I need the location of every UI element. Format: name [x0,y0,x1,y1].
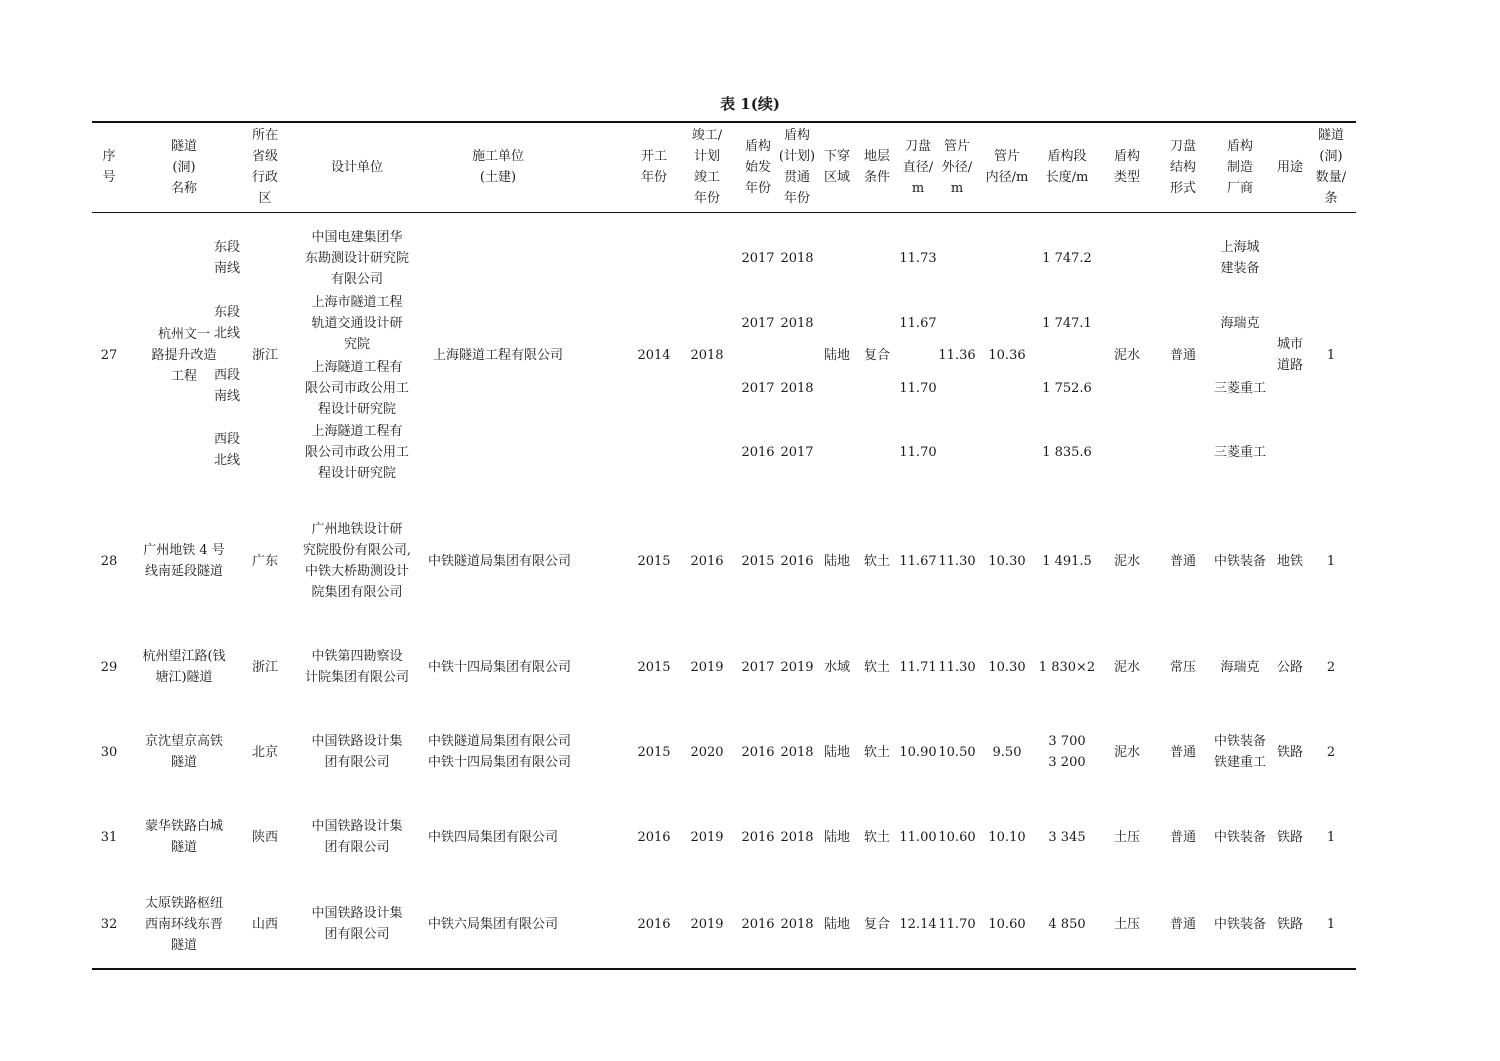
header-count: 隧道 (洞) 数量/ 条 [1315,128,1347,206]
row-31-builder: 中铁四局集团有限公司 [428,829,559,845]
row-32-maker: 中铁装备 [1213,916,1267,932]
row-29-finish: 2019 [690,659,724,675]
header-design: 设计单位 [330,159,384,175]
row-28-no: 28 [100,553,118,569]
row27-finish: 2018 [690,347,724,363]
row-30-length: 3 700 3 200 [1048,734,1086,770]
row-28-name: 广州地铁 4 号 线南延段隧道 [143,543,225,579]
row-28-builder: 中铁隧道局集团有限公司 [428,553,572,569]
row-28-finish: 2016 [690,553,724,569]
row-29-launch: 2017 [741,659,775,675]
row-32-name: 太原铁路枢纽 西南环线东晋 隧道 [144,895,224,953]
row27-sub-design: 上海隧道工程有 限公司市政公用工 程设计研究院 [304,359,410,417]
row-30-finish: 2020 [690,744,724,760]
row-31-design: 中国铁路设计集 团有限公司 [311,819,403,855]
header-length: 盾构段 长度/m [1045,149,1089,185]
row-32-launch: 2016 [741,916,775,932]
row27-province: 浙江 [251,347,279,363]
row-32-start: 2016 [637,916,671,932]
row-30-cutter-type: 普通 [1169,744,1197,760]
row-29-use: 公路 [1276,659,1304,675]
row-29-province: 浙江 [251,659,279,675]
row-31-stratum: 软土 [863,829,891,845]
row27-count: 1 [1326,347,1336,363]
row-30-start: 2015 [637,744,671,760]
header-province: 所在 省级 行政 区 [251,128,279,206]
row27-sub-name: 西段 北线 [213,432,241,468]
row27-sub-dia: 11.70 [899,380,937,396]
row27-sub-through: 2018 [780,380,814,396]
row-32-finish: 2019 [690,916,724,932]
table-title: 表 1(续) [720,95,780,113]
row-29-cutter-type: 常压 [1169,659,1197,675]
row27-sub-maker: 上海城 建装备 [1220,240,1260,276]
row-31-area: 陆地 [823,829,851,845]
row-31-no: 31 [100,829,118,845]
row27-sub-through: 2018 [780,315,814,331]
row27-sub-dia: 11.67 [899,315,937,331]
row-29-builder: 中铁十四局集团有限公司 [428,659,572,675]
row-31-dia: 11.00 [899,829,937,845]
row-31-launch: 2016 [741,829,775,845]
row-32-length: 4 850 [1048,916,1086,932]
row-32-count: 1 [1326,916,1336,932]
row-31-seg-inner: 10.10 [988,829,1026,845]
row-31-maker: 中铁装备 [1213,829,1267,845]
row-30-dia: 10.90 [899,744,937,760]
row-32-seg-inner: 10.60 [988,916,1026,932]
row-29-area: 水域 [823,659,851,675]
header-seg-inner: 管片 内径/m [985,149,1029,185]
row27-sub-maker: 三菱重工 [1213,444,1267,460]
row-30-launch: 2016 [741,744,775,760]
row-28-stratum: 软土 [863,553,891,569]
row27-sub-design: 上海市隧道工程 轨道交通设计研 究院 [311,294,403,352]
row27-sub-launch: 2017 [741,250,775,266]
row-28-count: 1 [1326,553,1336,569]
row-29-tbm-type: 泥水 [1113,659,1141,675]
row-29-count: 2 [1326,659,1336,675]
row-28-tbm-type: 泥水 [1113,553,1141,569]
row27-sub-maker: 三菱重工 [1213,380,1267,396]
row-29-through: 2019 [780,659,814,675]
row-29-dia: 11.71 [899,659,937,675]
row-32-through: 2018 [780,916,814,932]
row-28-cutter-type: 普通 [1169,553,1197,569]
row27-no: 27 [100,347,118,363]
header-launch: 盾构 始发 年份 [744,138,772,196]
row-30-seg-inner: 9.50 [992,744,1022,760]
row-29-seg-outer: 11.30 [938,659,976,675]
row27-sub-design: 中国电建集团华 东勘测设计研究院 有限公司 [304,229,410,287]
row-32-design: 中国铁路设计集 团有限公司 [311,906,403,942]
row-32-use: 铁路 [1276,916,1304,932]
row-29-name: 杭州望江路(钱 塘江)隧道 [142,649,226,685]
row27-area: 陆地 [823,347,851,363]
row-28-seg-inner: 10.30 [988,553,1026,569]
row-28-use: 地铁 [1276,553,1304,569]
row-28-dia: 11.67 [899,553,937,569]
row-28-design: 广州地铁设计研 究院股份有限公司, 中铁大桥勘测设计 院集团有限公司 [302,522,412,600]
row-29-maker: 海瑞克 [1220,659,1260,675]
row27-cutter-type: 普通 [1169,347,1197,363]
row27-sub-name: 东段 南线 [213,240,241,276]
row-28-length: 1 491.5 [1042,553,1092,569]
header-builder: 施工单位 (土建) [471,149,525,185]
table-header-rule [92,212,1356,213]
row-30-builder: 中铁隧道局集团有限公司 中铁十四局集团有限公司 [428,734,572,770]
table-top-rule [92,121,1356,123]
row27-sub-dia: 11.70 [899,444,937,460]
row27-builder: 上海隧道工程有限公司 [432,347,564,363]
row-31-start: 2016 [637,829,671,845]
header-stratum: 地层 条件 [863,149,891,185]
row-32-stratum: 复合 [863,916,891,932]
row-29-seg-inner: 10.30 [988,659,1026,675]
row-28-through: 2016 [780,553,814,569]
row27-sub-name: 西段 南线 [213,368,241,404]
row-30-use: 铁路 [1276,744,1304,760]
header-seg-outer: 管片 外径/ m [941,138,973,196]
row-30-tbm-type: 泥水 [1113,744,1141,760]
row-31-tbm-type: 土压 [1113,829,1141,845]
row-28-province: 广东 [251,553,279,569]
header-cutter-type: 刀盘 结构 形式 [1169,138,1197,196]
row-31-through: 2018 [780,829,814,845]
header-start: 开工 年份 [640,149,668,185]
header-dia: 刀盘 直径/ m [902,138,934,196]
row-32-area: 陆地 [823,916,851,932]
header-maker: 盾构 制造 厂商 [1226,138,1254,196]
row-28-launch: 2015 [741,553,775,569]
row27-sub-launch: 2017 [741,315,775,331]
header-name: 隧道 (洞) 名称 [170,138,198,196]
row-30-name: 京沈望京高铁 隧道 [144,734,224,770]
row27-sub-length: 1 835.6 [1042,444,1092,460]
header-use: 用途 [1276,159,1304,175]
row27-seg-inner: 10.36 [988,347,1026,363]
row-30-province: 北京 [251,744,279,760]
row-30-stratum: 软土 [863,744,891,760]
row-32-province: 山西 [251,916,279,932]
row27-name: 杭州文一 路提升改造 工程 [151,326,217,384]
row-32-no: 32 [100,916,118,932]
row-31-length: 3 345 [1048,829,1086,845]
row-32-builder: 中铁六局集团有限公司 [428,916,559,932]
row27-sub-through: 2018 [780,250,814,266]
header-area: 下穿 区域 [823,149,851,185]
row27-start: 2014 [637,347,671,363]
row-30-design: 中国铁路设计集 团有限公司 [311,734,403,770]
row27-sub-length: 1 752.6 [1042,380,1092,396]
row-29-start: 2015 [637,659,671,675]
row-31-use: 铁路 [1276,829,1304,845]
row-31-cutter-type: 普通 [1169,829,1197,845]
row-28-start: 2015 [637,553,671,569]
row27-sub-dia: 11.73 [899,250,937,266]
row27-sub-name: 东段 北线 [213,305,241,341]
row-29-no: 29 [100,659,118,675]
row27-sub-launch: 2017 [741,380,775,396]
row27-sub-maker: 海瑞克 [1220,315,1260,331]
row-32-seg-outer: 11.70 [938,916,976,932]
row-30-area: 陆地 [823,744,851,760]
row-31-count: 1 [1326,829,1336,845]
row27-seg-outer: 11.36 [938,347,976,363]
row27-sub-length: 1 747.2 [1042,250,1092,266]
header-through: 盾构 (计划) 贯通 年份 [778,128,816,206]
row-28-seg-outer: 11.30 [938,553,976,569]
row-28-maker: 中铁装备 [1213,553,1267,569]
row-29-design: 中铁第四勘察设 计院集团有限公司 [304,649,410,685]
row-30-count: 2 [1326,744,1336,760]
row-29-stratum: 软土 [863,659,891,675]
row-31-province: 陕西 [251,829,279,845]
header-no: 序 号 [102,149,116,185]
row-31-name: 蒙华铁路白城 隧道 [144,819,224,855]
row27-use: 城市 道路 [1276,337,1304,373]
row-30-through: 2018 [780,744,814,760]
row27-sub-length: 1 747.1 [1042,315,1092,331]
row-28-area: 陆地 [823,553,851,569]
row-32-tbm-type: 土压 [1113,916,1141,932]
row-29-length: 1 830×2 [1038,659,1096,675]
row-32-cutter-type: 普通 [1169,916,1197,932]
row27-sub-launch: 2016 [741,444,775,460]
row-30-seg-outer: 10.50 [938,744,976,760]
row-31-seg-outer: 10.60 [938,829,976,845]
table-bottom-rule [92,968,1356,970]
row27-sub-design: 上海隧道工程有 限公司市政公用工 程设计研究院 [304,423,410,481]
row-30-no: 30 [100,744,118,760]
row-32-dia: 12.14 [899,916,937,932]
row-31-finish: 2019 [690,829,724,845]
row-30-maker: 中铁装备 铁建重工 [1213,734,1267,770]
row27-stratum: 复合 [863,347,891,363]
row27-sub-through: 2017 [780,444,814,460]
row27-tbm-type: 泥水 [1113,347,1141,363]
header-finish: 竣工/ 计划 竣工 年份 [691,128,723,206]
header-tbm-type: 盾构 类型 [1113,149,1141,185]
